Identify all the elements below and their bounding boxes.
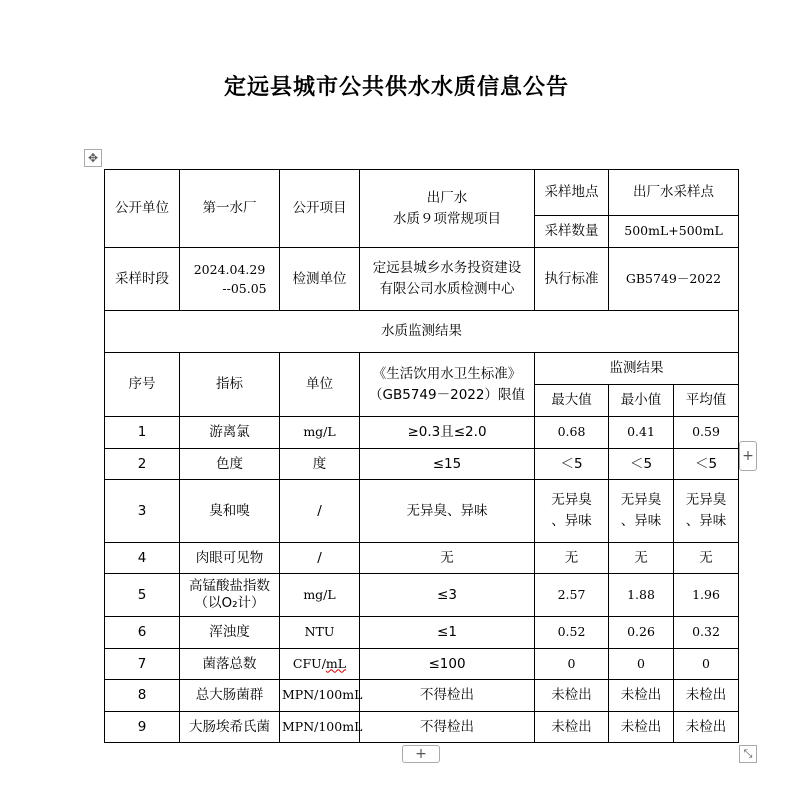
header-no: 序号 xyxy=(105,353,180,417)
table-row xyxy=(105,649,739,680)
row-min-line1: 无异臭 xyxy=(620,492,662,509)
period-line1: 2024.04.29 xyxy=(193,261,266,277)
row-no: 5 xyxy=(105,574,180,617)
row-unit xyxy=(280,649,360,680)
row-min: 未检出 xyxy=(609,680,674,712)
row-min xyxy=(609,617,674,649)
row-unit: / xyxy=(280,543,360,574)
move-arrows-icon[interactable]: ✥ xyxy=(84,149,102,167)
header-results: 监测结果 xyxy=(535,353,739,385)
row-avg: 未检出 xyxy=(674,712,739,743)
row-unit-text: MPN/100mL xyxy=(282,718,363,734)
row-no: 8 xyxy=(105,680,180,712)
row-min-text: 0.26 xyxy=(627,624,655,640)
table-row xyxy=(105,543,739,574)
row-no: 4 xyxy=(105,543,180,574)
header-limit-line2: （GB5749－2022）限值 xyxy=(369,386,525,403)
row-indicator: 肉眼可见物 xyxy=(180,543,280,574)
row-avg xyxy=(674,480,739,543)
lab-label: 检测单位 xyxy=(280,248,360,311)
row-avg-line1: 无异臭 xyxy=(685,492,727,509)
row-min xyxy=(609,649,674,680)
row-avg xyxy=(674,574,739,617)
row-min-line2: 、异味 xyxy=(620,513,662,529)
publisher-label: 公开单位 xyxy=(105,170,180,248)
item-value-line1: 出厂水 xyxy=(426,189,468,206)
table-row xyxy=(105,712,739,743)
row-avg xyxy=(674,417,739,449)
row-max xyxy=(535,649,609,680)
qty-value-text: 500mL+500mL xyxy=(624,223,723,239)
row-min-text: 0 xyxy=(637,655,645,671)
row-max xyxy=(535,574,609,617)
row-unit: / xyxy=(280,480,360,543)
lab-value xyxy=(360,248,535,311)
row-limit: ≤15 xyxy=(360,449,535,480)
document-title: 定远县城市公共供水水质信息公告 xyxy=(223,75,569,100)
add-row-plus-icon[interactable]: + xyxy=(402,745,440,763)
row-max-text: 0 xyxy=(567,655,576,671)
qty-value xyxy=(609,216,739,248)
row-indicator: 浑浊度 xyxy=(180,617,280,649)
row-unit: 度 xyxy=(280,449,360,480)
item-value xyxy=(360,170,535,248)
row-limit: ≤1 xyxy=(360,617,535,649)
period-label: 采样时段 xyxy=(105,248,180,311)
row-indicator: 色度 xyxy=(180,449,280,480)
row-avg-text: 1.96 xyxy=(692,586,720,602)
row-unit-text: mg/L xyxy=(303,424,336,440)
std-value-text: GB5749－2022 xyxy=(625,270,722,286)
row-no: 7 xyxy=(105,649,180,680)
row-min: 未检出 xyxy=(609,712,674,743)
row-unit-text-a: CFU/ xyxy=(292,655,326,671)
table-row xyxy=(105,417,739,449)
site-label: 采样地点 xyxy=(535,170,609,216)
item-value-line2: 水质９项常规项目 xyxy=(393,210,501,227)
row-indicator: 大肠埃希氏菌 xyxy=(180,712,280,743)
row-limit: 无 xyxy=(360,543,535,574)
row-min: ＜5 xyxy=(609,449,674,480)
row-max-text: 0.52 xyxy=(557,624,586,640)
row-max: ＜5 xyxy=(535,449,609,480)
row-unit-text: NTU xyxy=(304,624,335,640)
row-min-text: 1.88 xyxy=(627,586,655,602)
row-indicator: 臭和嗅 xyxy=(180,480,280,543)
row-max-text: 0.68 xyxy=(557,424,586,440)
lab-line1: 定远县城乡水务投资建设 xyxy=(372,260,522,277)
table-row xyxy=(105,617,739,649)
header-min: 最小值 xyxy=(609,385,674,417)
row-min-text: 0.41 xyxy=(627,424,655,440)
row-indicator: 游离氯 xyxy=(180,417,280,449)
row-no: 1 xyxy=(105,417,180,449)
table-row xyxy=(105,574,739,617)
row-min xyxy=(609,574,674,617)
site-value: 出厂水采样点 xyxy=(609,170,739,216)
row-avg-text: 0 xyxy=(702,655,710,671)
row-avg-text: 0.32 xyxy=(692,624,720,640)
row-unit xyxy=(280,417,360,449)
row-max: 未检出 xyxy=(535,712,609,743)
row-max: 无 xyxy=(535,543,609,574)
row-max-line1: 无异臭 xyxy=(551,492,592,509)
section-title: 水质监测结果 xyxy=(105,311,739,353)
row-min: 无 xyxy=(609,543,674,574)
row-no: 9 xyxy=(105,712,180,743)
row-limit: 无异臭、异味 xyxy=(360,480,535,543)
add-column-plus-icon[interactable]: + xyxy=(739,441,757,471)
header-max: 最大值 xyxy=(535,385,609,417)
header-indicator: 指标 xyxy=(180,353,280,417)
row-limit: 不得检出 xyxy=(360,712,535,743)
row-unit-text: MPN/100mL xyxy=(282,687,363,703)
row-unit xyxy=(280,680,363,712)
header-avg: 平均值 xyxy=(674,385,739,417)
header-unit: 单位 xyxy=(280,353,360,417)
row-min xyxy=(609,417,674,449)
period-line2: --05.05 xyxy=(222,281,267,296)
std-label: 执行标准 xyxy=(535,248,609,311)
row-no: 6 xyxy=(105,617,180,649)
row-avg-line2: 、异味 xyxy=(685,513,727,529)
row-max xyxy=(535,480,609,543)
row-limit: ≥0.3且≤2.0 xyxy=(360,417,535,449)
row-avg-text: 0.59 xyxy=(692,424,720,440)
period-value xyxy=(180,248,280,311)
row-limit: ≤100 xyxy=(360,649,535,680)
row-max xyxy=(535,617,609,649)
row-indicator xyxy=(180,574,280,617)
lab-line2: 有限公司水质检测中心 xyxy=(379,281,515,297)
row-avg xyxy=(674,617,739,649)
row-avg: 无 xyxy=(674,543,739,574)
row-max xyxy=(535,417,609,449)
row-indicator: 菌落总数 xyxy=(180,649,280,680)
row-min xyxy=(609,480,674,543)
table-row xyxy=(105,449,739,480)
header-limit-line1: 《生活饮用水卫生标准》 xyxy=(372,365,522,382)
row-unit-text: mg/L xyxy=(303,586,336,602)
qty-label: 采样数量 xyxy=(535,216,609,248)
row-avg: 未检出 xyxy=(674,680,739,712)
row-avg xyxy=(674,649,739,680)
row-unit xyxy=(280,574,360,617)
table-row xyxy=(105,480,739,543)
row-max-line2: 、异味 xyxy=(551,513,592,529)
row-unit xyxy=(280,617,360,649)
table-row xyxy=(105,680,739,712)
row-no: 3 xyxy=(105,480,180,543)
resize-diagonal-icon[interactable]: ⤡ xyxy=(739,745,757,763)
row-max: 未检出 xyxy=(535,680,609,712)
row-max-text: 2.57 xyxy=(557,586,586,602)
row-unit xyxy=(280,712,363,743)
row-avg: ＜5 xyxy=(674,449,739,480)
row-limit: ≤3 xyxy=(360,574,535,617)
row-unit-text-b: mL xyxy=(325,655,347,671)
row-no: 2 xyxy=(105,449,180,480)
publisher-value: 第一水厂 xyxy=(180,170,280,248)
std-value xyxy=(609,248,739,311)
item-label: 公开项目 xyxy=(280,170,360,248)
water-quality-table xyxy=(104,169,739,743)
row-limit: 不得检出 xyxy=(360,680,535,712)
header-limit xyxy=(360,353,535,417)
row-indicator-line1: 高锰酸盐指数 xyxy=(189,578,270,595)
row-indicator: 总大肠菌群 xyxy=(180,680,280,712)
row-indicator-line2: （以O₂计） xyxy=(194,595,265,611)
